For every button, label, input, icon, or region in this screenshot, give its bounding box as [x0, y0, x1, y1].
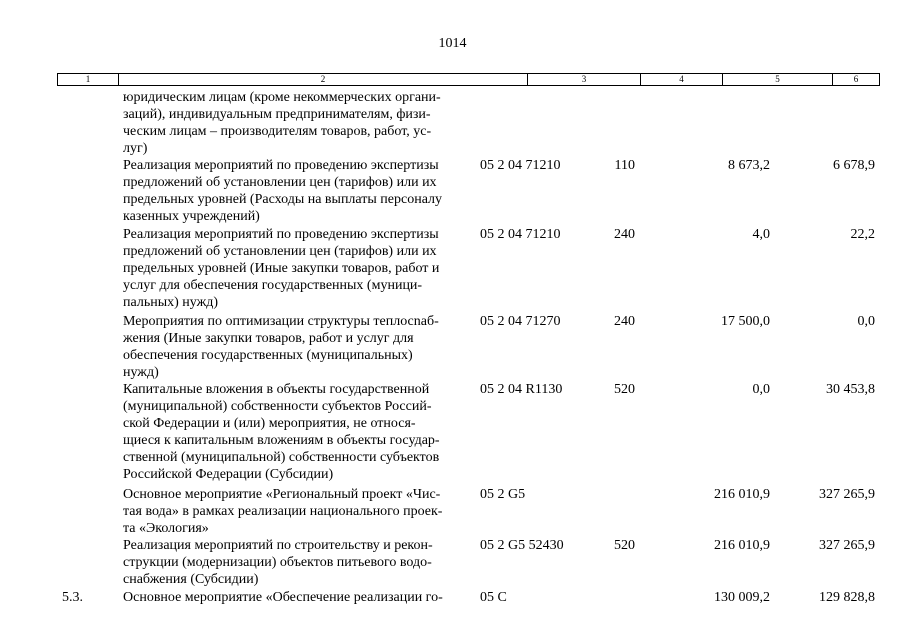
column-header-row [57, 73, 880, 86]
target-article-code: 05 2 04 71210 [480, 227, 561, 242]
description-line: Основное мероприятие «Региональный проект «Чис- [123, 487, 441, 502]
amount-column-5: 4,0 [752, 227, 770, 242]
amount-column-6: 0,0 [857, 314, 875, 329]
description-line: жения (Иные закупки товаров, работ и услуг для [123, 331, 414, 346]
amount-column-5: 130 009,2 [714, 590, 770, 605]
expense-type-code: 520 [614, 538, 635, 553]
description-line: казенных учреждений) [123, 209, 260, 224]
amount-column-5: 216 010,9 [714, 538, 770, 553]
row-description [123, 226, 468, 311]
target-article-code: 05 С [480, 590, 507, 605]
amount-column-5: 8 673,2 [728, 158, 770, 173]
column-header-1: 1 [58, 74, 119, 85]
description-line: Реализация мероприятий по строительству и рекон- [123, 538, 433, 553]
expense-type-code: 240 [614, 314, 635, 329]
target-article-code: 05 2 04 71270 [480, 314, 561, 329]
expense-type-code: 240 [614, 227, 635, 242]
description-line: (муниципальной) собственности субъектов Россий- [123, 399, 432, 414]
description-line: предельных уровней (Иные закупки товаров, работ и [123, 261, 440, 276]
amount-column-6: 327 265,9 [819, 487, 875, 502]
description-line: предложений об установлении цен (тарифов) или их [123, 244, 437, 259]
expense-type-code: 110 [614, 158, 635, 173]
column-header-2: 2 [119, 74, 528, 85]
description-line: луг) [123, 141, 148, 156]
target-article-code: 05 2 04 71210 [480, 158, 561, 173]
description-line: Мероприятия по оптимизации структуры теплосnаб- [123, 314, 439, 329]
description-line: ственной (муниципальной) собственности субъектов [123, 450, 440, 465]
expense-type-code: 520 [614, 382, 635, 397]
description-line: Реализация мероприятий по проведению экспертизы [123, 158, 439, 173]
amount-column-6: 6 678,9 [833, 158, 875, 173]
column-header-6: 6 [853, 74, 859, 84]
amount-column-5: 17 500,0 [721, 314, 770, 329]
description-line: пальных) нужд) [123, 295, 219, 310]
description-line: обеспечения государственных (муниципальных) [123, 348, 413, 363]
description-line: Основное мероприятие «Обеспечение реализации го- [123, 590, 443, 605]
page-number: 1014 [438, 36, 467, 51]
amount-column-6: 30 453,8 [826, 382, 875, 397]
row-description [123, 537, 468, 588]
column-header-5: 5 [723, 74, 833, 85]
row-description [123, 313, 468, 381]
description-line: нужд) [123, 365, 159, 380]
row-description [123, 157, 468, 225]
description-line: ской Федерации и (или) мероприятия, не относя- [123, 416, 416, 431]
amount-column-5: 216 010,9 [714, 487, 770, 502]
amount-column-5: 0,0 [752, 382, 770, 397]
description-line: струкции (модернизации) объектов питьевого водо- [123, 555, 432, 570]
row-description [123, 486, 468, 537]
description-line: заций), индивидуальным предпринимателям, физи- [123, 107, 431, 122]
target-article-code: 05 2 G5 52430 [480, 538, 564, 553]
target-article-code: 05 2 G5 [480, 487, 526, 502]
amount-column-6: 22,2 [850, 227, 875, 242]
row-description [123, 89, 468, 157]
row-number: 5.3. [62, 590, 83, 605]
column-header-3: 3 [528, 74, 641, 85]
row-description [123, 381, 468, 483]
description-line: предельных уровней (Расходы на выплаты персоналу [123, 192, 443, 207]
amount-column-6: 327 265,9 [819, 538, 875, 553]
description-line: щиеся к капитальным вложениям в объекты государ- [123, 433, 440, 448]
column-header-4: 4 [641, 74, 723, 85]
description-line: ческим лицам – производителям товаров, работ, ус- [123, 124, 432, 139]
target-article-code: 05 2 04 R1130 [480, 382, 563, 397]
description-line: тая вода» в рамках реализации национального проек- [123, 504, 443, 519]
description-line: та «Экология» [123, 521, 209, 536]
amount-column-6: 129 828,8 [819, 590, 875, 605]
description-line: Капитальные вложения в объекты государственной [123, 382, 430, 397]
description-line: юридическим лицам (кроме некоммерческих органи- [123, 90, 441, 105]
row-description [123, 589, 468, 606]
description-line: снабжения (Субсидии) [123, 572, 259, 587]
description-line: услуг для обеспечения государственных (муници- [123, 278, 423, 293]
description-line: Российской Федерации (Субсидии) [123, 467, 334, 482]
description-line: предложений об установлении цен (тарифов) или их [123, 175, 437, 190]
description-line: Реализация мероприятий по проведению экспертизы [123, 227, 439, 242]
